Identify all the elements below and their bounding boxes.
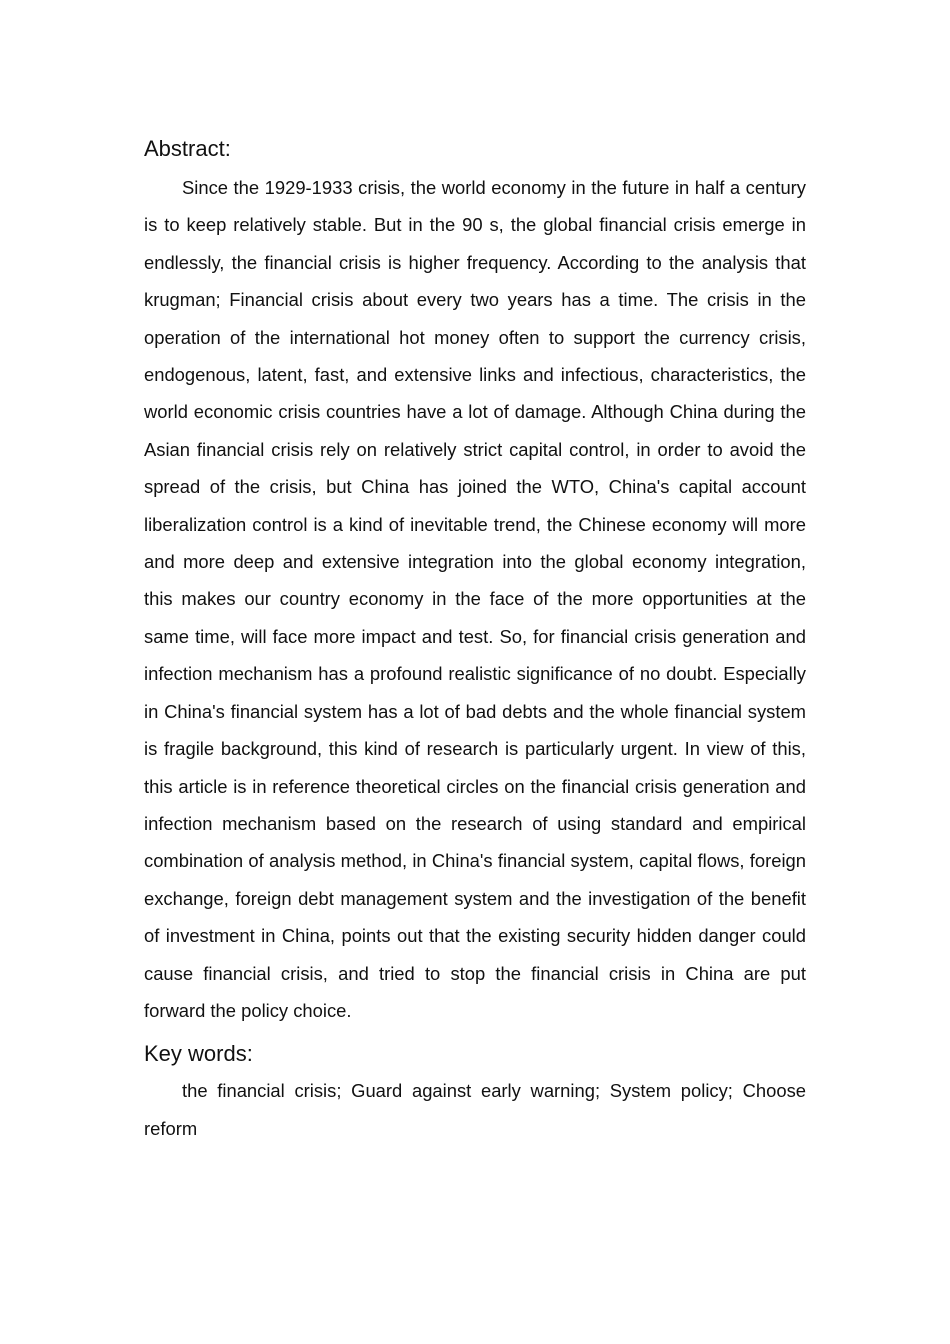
abstract-body: Since the 1929-1933 crisis, the world economy in the future in half a century is to keep relatively stable. But in the 90 s, the global financial crisis emerge in endlessly, the financial crisis is higher frequency. According to the analysis that krugman; Financial crisis about every two years has a time. The crisis in the operation of the international hot money often to support the currency crisis, endogenous, latent, fast, and extensive links and infectious, characteristics, the world economic crisis countries have a lot of damage. Although China during the Asian financial crisis rely on relatively strict capital control, in order to avoid the spread of the crisis, but China has joined the WTO, China's capital account liberalization control is a kind of inevitable trend, the Chinese economy will more and more deep and extensive integration into the global economy integration, this makes our country economy in the face of the more opportunities at the same time, will face more impact and test. So, for financial crisis generation and infection mechanism has a profound realistic significance of no doubt. Especially in China's financial system has a lot of bad debts and the whole financial system is fragile background, this kind of research is particularly urgent. In view of this, this article is in reference theoretical circles on the financial crisis generation and infection mechanism based on the research of using standard and empirical combination of analysis method, in China's financial system, capital flows, foreign exchange, foreign debt management system and the investigation of the benefit of investment in China, points out that the existing security hidden danger could cause financial crisis, and tried to stop the financial crisis in China are put forward the policy choice. <box>144 177 806 1021</box>
abstract-heading: Abstract: <box>144 136 231 161</box>
document-page <box>144 134 806 1147</box>
keywords-heading: Key words: <box>144 1041 253 1067</box>
keywords-body: the financial crisis; Guard against early warning; System policy; Choose reform <box>144 1080 806 1139</box>
